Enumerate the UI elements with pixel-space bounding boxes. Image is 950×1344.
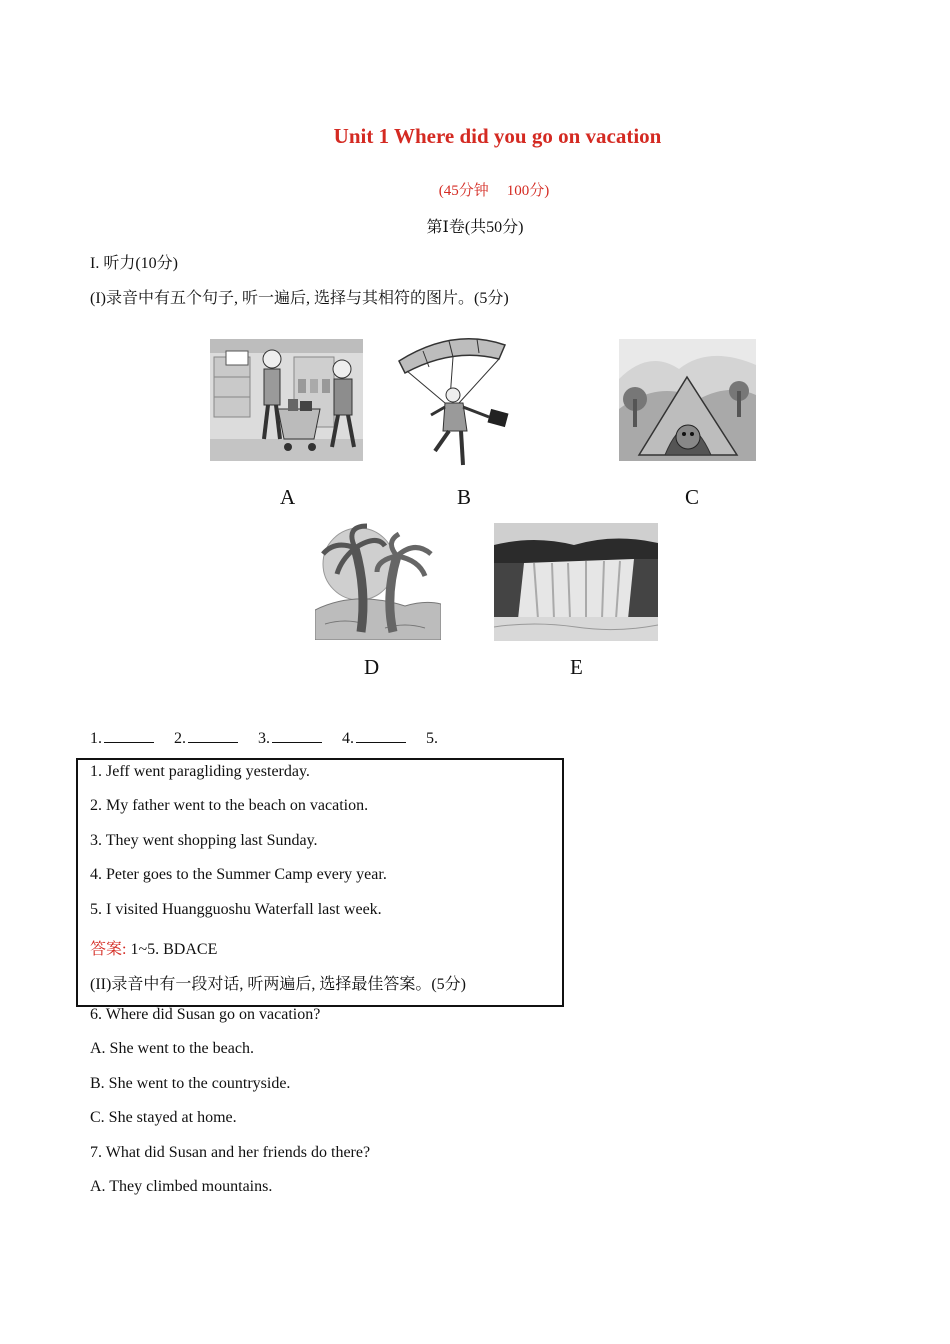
picture-label-a: A xyxy=(280,485,296,509)
section-heading: I. 听力(10分) xyxy=(90,255,178,272)
part2-instruction: (II)录音中有一段对话, 听两遍后, 选择最佳答案。(5分) xyxy=(90,976,466,993)
transcript-line: 1. Jeff went paragliding yesterday. xyxy=(90,763,310,780)
camping-tent-illustration xyxy=(619,339,756,461)
answer-line xyxy=(90,936,217,959)
picture-label-c: C xyxy=(685,485,700,509)
option-line: A. They climbed mountains. xyxy=(90,1178,273,1195)
option-line: A. She went to the beach. xyxy=(90,1040,254,1057)
picture-label-b: B xyxy=(457,485,472,509)
transcript-line: 5. I visited Huangguoshu Waterfall last week. xyxy=(90,901,382,918)
blank-item: 5. xyxy=(426,730,438,747)
blank-item: 3. xyxy=(258,730,322,747)
question-line: 6. Where did Susan go on vacation? xyxy=(90,1006,321,1023)
answer-blanks xyxy=(90,729,454,748)
page-title: Unit 1 Where did you go on vacation xyxy=(333,124,662,148)
blank-item: 4. xyxy=(342,730,406,747)
part1-instruction: (I)录音中有五个句子, 听一遍后, 选择与其相符的图片。(5分) xyxy=(90,290,509,307)
exam-time: (45分钟 xyxy=(438,183,489,199)
answer-blank[interactable] xyxy=(272,729,322,743)
answer-value: 1~5. BDACE xyxy=(130,941,218,958)
option-line: B. She went to the countryside. xyxy=(90,1075,291,1092)
beach-palm-trees-illustration xyxy=(315,520,441,640)
picture-label-e: E xyxy=(570,655,583,679)
paragliding-man-illustration xyxy=(395,333,529,469)
transcript-line: 3. They went shopping last Sunday. xyxy=(90,832,318,849)
blank-item: 2. xyxy=(174,730,238,747)
transcript-line: 2. My father went to the beach on vacation. xyxy=(90,797,369,814)
exam-score: 100分) xyxy=(506,183,550,199)
picture-label-d: D xyxy=(364,655,380,679)
paper-part-heading: 第Ⅰ卷(共50分) xyxy=(426,219,524,236)
option-line: C. She stayed at home. xyxy=(90,1109,237,1126)
question-line: 7. What did Susan and her friends do there? xyxy=(90,1144,371,1161)
answer-blank[interactable] xyxy=(188,729,238,743)
shopping-cart-illustration xyxy=(210,339,363,461)
exam-meta xyxy=(0,179,950,200)
answer-label: 答案: xyxy=(90,941,127,958)
waterfall-photo xyxy=(494,523,658,641)
blank-item: 1. xyxy=(90,730,154,747)
answer-blank[interactable] xyxy=(356,729,406,743)
transcript-line: 4. Peter goes to the Summer Camp every year. xyxy=(90,866,387,883)
answer-blank[interactable] xyxy=(104,729,154,743)
